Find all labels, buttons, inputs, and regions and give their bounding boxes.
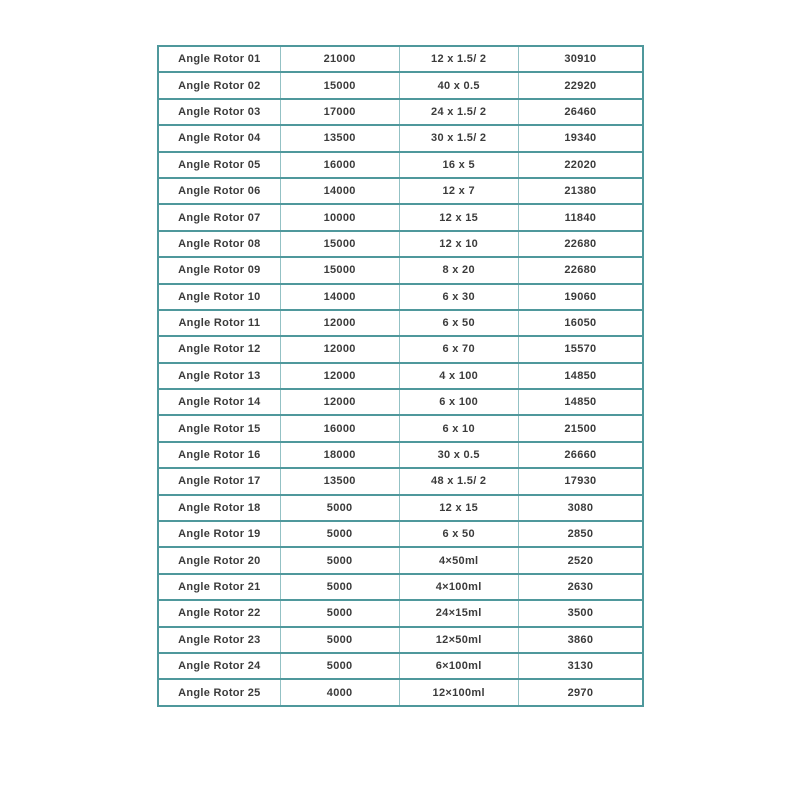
capacity-cell: 6 x 100	[399, 389, 518, 415]
table-row	[158, 468, 643, 494]
max-speed-cell: 4000	[280, 679, 399, 705]
max-speed-cell: 17000	[280, 99, 399, 125]
max-rcf-cell: 22680	[518, 257, 643, 283]
capacity-cell: 12 x 7	[399, 178, 518, 204]
capacity-cell: 6 x 30	[399, 284, 518, 310]
max-speed-cell: 10000	[280, 204, 399, 230]
max-rcf-cell: 14850	[518, 363, 643, 389]
max-speed-cell: 5000	[280, 547, 399, 573]
table-row	[158, 679, 643, 705]
rotor-table-body	[158, 46, 643, 706]
capacity-cell: 4×100ml	[399, 574, 518, 600]
capacity-cell: 8 x 20	[399, 257, 518, 283]
max-rcf-cell: 22020	[518, 152, 643, 178]
max-rcf-cell: 2970	[518, 679, 643, 705]
rotor-name-cell: Angle Rotor 25	[158, 679, 280, 705]
capacity-cell: 6×100ml	[399, 653, 518, 679]
max-rcf-cell: 19340	[518, 125, 643, 151]
capacity-cell: 12×100ml	[399, 679, 518, 705]
table-row	[158, 600, 643, 626]
capacity-cell: 30 x 1.5/ 2	[399, 125, 518, 151]
max-speed-cell: 13500	[280, 125, 399, 151]
max-rcf-cell: 3130	[518, 653, 643, 679]
table-row	[158, 521, 643, 547]
max-rcf-cell: 16050	[518, 310, 643, 336]
max-rcf-cell: 30910	[518, 46, 643, 72]
max-speed-cell: 5000	[280, 574, 399, 600]
max-rcf-cell: 3080	[518, 495, 643, 521]
capacity-cell: 6 x 10	[399, 415, 518, 441]
rotor-name-cell: Angle Rotor 14	[158, 389, 280, 415]
max-rcf-cell: 21500	[518, 415, 643, 441]
capacity-cell: 12 x 15	[399, 495, 518, 521]
table-row	[158, 574, 643, 600]
max-speed-cell: 15000	[280, 257, 399, 283]
max-speed-cell: 15000	[280, 72, 399, 98]
table-row	[158, 46, 643, 72]
table-row	[158, 178, 643, 204]
rotor-name-cell: Angle Rotor 21	[158, 574, 280, 600]
rotor-name-cell: Angle Rotor 09	[158, 257, 280, 283]
rotor-name-cell: Angle Rotor 04	[158, 125, 280, 151]
capacity-cell: 12×50ml	[399, 627, 518, 653]
max-speed-cell: 21000	[280, 46, 399, 72]
max-rcf-cell: 2630	[518, 574, 643, 600]
table-row	[158, 627, 643, 653]
capacity-cell: 24×15ml	[399, 600, 518, 626]
max-speed-cell: 16000	[280, 415, 399, 441]
rotor-name-cell: Angle Rotor 12	[158, 336, 280, 362]
max-speed-cell: 5000	[280, 627, 399, 653]
rotor-name-cell: Angle Rotor 11	[158, 310, 280, 336]
max-rcf-cell: 26460	[518, 99, 643, 125]
table-row	[158, 547, 643, 573]
table-row	[158, 152, 643, 178]
table-row	[158, 257, 643, 283]
max-speed-cell: 5000	[280, 600, 399, 626]
max-rcf-cell: 26660	[518, 442, 643, 468]
table-row	[158, 125, 643, 151]
table-row	[158, 653, 643, 679]
capacity-cell: 12 x 10	[399, 231, 518, 257]
capacity-cell: 6 x 50	[399, 310, 518, 336]
max-speed-cell: 15000	[280, 231, 399, 257]
rotor-name-cell: Angle Rotor 07	[158, 204, 280, 230]
max-rcf-cell: 14850	[518, 389, 643, 415]
max-speed-cell: 12000	[280, 336, 399, 362]
max-rcf-cell: 15570	[518, 336, 643, 362]
rotor-name-cell: Angle Rotor 03	[158, 99, 280, 125]
rotor-name-cell: Angle Rotor 23	[158, 627, 280, 653]
capacity-cell: 30 x 0.5	[399, 442, 518, 468]
table-row	[158, 204, 643, 230]
rotor-name-cell: Angle Rotor 01	[158, 46, 280, 72]
capacity-cell: 6 x 70	[399, 336, 518, 362]
max-speed-cell: 14000	[280, 284, 399, 310]
max-speed-cell: 18000	[280, 442, 399, 468]
max-speed-cell: 12000	[280, 363, 399, 389]
rotor-name-cell: Angle Rotor 22	[158, 600, 280, 626]
max-speed-cell: 12000	[280, 389, 399, 415]
rotor-name-cell: Angle Rotor 17	[158, 468, 280, 494]
table-row	[158, 389, 643, 415]
rotor-name-cell: Angle Rotor 10	[158, 284, 280, 310]
capacity-cell: 6 x 50	[399, 521, 518, 547]
rotor-name-cell: Angle Rotor 19	[158, 521, 280, 547]
capacity-cell: 4×50ml	[399, 547, 518, 573]
max-speed-cell: 12000	[280, 310, 399, 336]
max-speed-cell: 16000	[280, 152, 399, 178]
table-row	[158, 231, 643, 257]
max-speed-cell: 5000	[280, 495, 399, 521]
capacity-cell: 40 x 0.5	[399, 72, 518, 98]
table-row	[158, 415, 643, 441]
max-rcf-cell: 22920	[518, 72, 643, 98]
rotor-name-cell: Angle Rotor 13	[158, 363, 280, 389]
max-rcf-cell: 19060	[518, 284, 643, 310]
table-row	[158, 336, 643, 362]
max-rcf-cell: 2520	[518, 547, 643, 573]
table-row	[158, 310, 643, 336]
capacity-cell: 4 x 100	[399, 363, 518, 389]
max-rcf-cell: 11840	[518, 204, 643, 230]
rotor-name-cell: Angle Rotor 08	[158, 231, 280, 257]
capacity-cell: 12 x 15	[399, 204, 518, 230]
rotor-name-cell: Angle Rotor 18	[158, 495, 280, 521]
max-rcf-cell: 3860	[518, 627, 643, 653]
rotor-name-cell: Angle Rotor 24	[158, 653, 280, 679]
rotor-name-cell: Angle Rotor 20	[158, 547, 280, 573]
table-row	[158, 442, 643, 468]
max-speed-cell: 5000	[280, 521, 399, 547]
table-row	[158, 495, 643, 521]
table-row	[158, 284, 643, 310]
max-speed-cell: 13500	[280, 468, 399, 494]
table-row	[158, 363, 643, 389]
rotor-name-cell: Angle Rotor 16	[158, 442, 280, 468]
capacity-cell: 48 x 1.5/ 2	[399, 468, 518, 494]
max-rcf-cell: 17930	[518, 468, 643, 494]
max-speed-cell: 5000	[280, 653, 399, 679]
table-row	[158, 72, 643, 98]
rotor-name-cell: Angle Rotor 15	[158, 415, 280, 441]
max-rcf-cell: 3500	[518, 600, 643, 626]
capacity-cell: 24 x 1.5/ 2	[399, 99, 518, 125]
table-row	[158, 99, 643, 125]
max-rcf-cell: 21380	[518, 178, 643, 204]
max-speed-cell: 14000	[280, 178, 399, 204]
rotor-name-cell: Angle Rotor 02	[158, 72, 280, 98]
capacity-cell: 12 x 1.5/ 2	[399, 46, 518, 72]
rotor-name-cell: Angle Rotor 05	[158, 152, 280, 178]
rotor-name-cell: Angle Rotor 06	[158, 178, 280, 204]
max-rcf-cell: 2850	[518, 521, 643, 547]
max-rcf-cell: 22680	[518, 231, 643, 257]
capacity-cell: 16 x 5	[399, 152, 518, 178]
angle-rotor-spec-table	[157, 45, 644, 707]
